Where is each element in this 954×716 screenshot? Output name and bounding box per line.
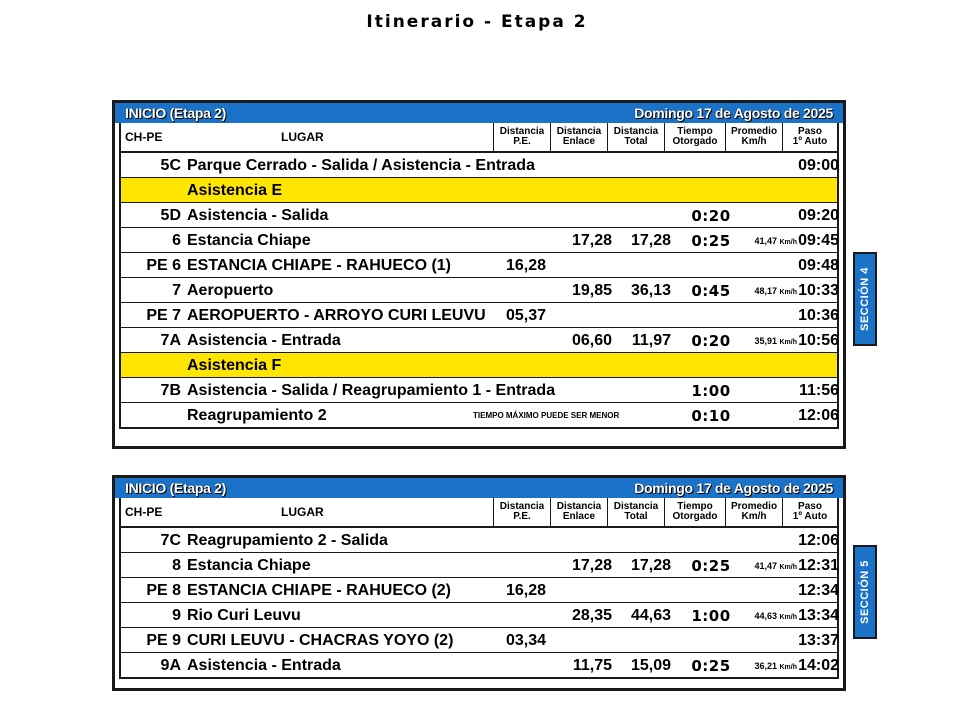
distance-total-cell: 15,09 xyxy=(630,657,671,674)
distance-link-cell xyxy=(566,528,612,552)
table-body xyxy=(119,123,839,429)
first-car-time-cell: 12:06 xyxy=(798,407,839,424)
time-allowed-cell: 1:00 xyxy=(691,607,731,625)
col-tiempo-otorgado: Tiempo Otorgado xyxy=(664,123,725,151)
distance-link-cell: 17,28 xyxy=(571,232,612,249)
table-row xyxy=(121,252,837,277)
average-speed-cell: 48,17 Km/h xyxy=(754,286,797,296)
time-allowed-cell: 0:25 xyxy=(691,557,731,575)
time-allowed-cell xyxy=(681,178,741,202)
first-car-time-cell: 10:33 xyxy=(798,282,839,299)
distance-pe-cell: 16,28 xyxy=(506,582,547,599)
section-4-tab: SECCIÓN 4 xyxy=(853,252,877,346)
table-row xyxy=(121,227,837,252)
distance-link-cell xyxy=(566,378,612,402)
time-allowed-cell xyxy=(681,153,741,177)
stage-date-label: Domingo 17 de Agosto de 2025 xyxy=(634,105,833,121)
time-allowed-cell xyxy=(681,578,741,602)
col-paso: Paso 1º Auto xyxy=(782,123,837,151)
distance-link-cell: 17,28 xyxy=(571,557,612,574)
first-car-time-cell: 12:31 xyxy=(798,557,839,574)
first-car-time-cell: 13:37 xyxy=(798,632,839,649)
first-car-time-cell: 12:34 xyxy=(798,582,839,599)
table-row xyxy=(121,327,837,352)
location-cell: Asistencia E xyxy=(187,182,283,199)
time-allowed-cell: 0:20 xyxy=(691,207,731,225)
average-speed-cell: 36,21 Km/h xyxy=(754,661,797,671)
col-paso: Paso 1º Auto xyxy=(782,498,837,526)
first-car-time-cell: 09:00 xyxy=(798,157,839,174)
column-header-row xyxy=(121,123,837,153)
time-allowed-cell: 0:20 xyxy=(691,332,731,350)
location-cell: ESTANCIA CHIAPE - RAHUECO (2) xyxy=(187,582,452,599)
time-allowed-cell: 0:25 xyxy=(691,657,731,675)
distance-total-cell xyxy=(621,528,671,552)
distance-link-cell xyxy=(566,178,612,202)
table-header-bar xyxy=(115,478,843,498)
control-point-cell xyxy=(125,403,181,427)
table-row xyxy=(121,377,837,402)
col-lugar: LUGAR xyxy=(281,505,324,519)
control-point-cell: 7A xyxy=(160,332,181,349)
col-chpe: CH-PE xyxy=(125,130,163,144)
distance-link-cell xyxy=(566,628,612,652)
distance-total-cell: 44,63 xyxy=(630,607,671,624)
distance-total-cell xyxy=(621,403,671,427)
location-cell: Reagrupamiento 2 xyxy=(187,407,327,424)
average-speed-cell: 35,91 Km/h xyxy=(754,336,797,346)
time-allowed-cell: 0:10 xyxy=(691,407,731,425)
control-point-cell xyxy=(125,178,181,202)
table-row xyxy=(121,528,837,552)
location-cell: Parque Cerrado - Salida / Asistencia - Entrada xyxy=(187,157,535,174)
distance-pe-cell xyxy=(506,228,556,252)
itinerary-table-section-5 xyxy=(112,475,846,691)
col-distancia-pe: Distancia P.E. xyxy=(493,123,550,151)
col-distancia-enlace: Distancia Enlace xyxy=(550,123,607,151)
col-lugar: LUGAR xyxy=(281,130,324,144)
table-row xyxy=(121,652,837,677)
col-distancia-pe: Distancia P.E. xyxy=(493,498,550,526)
col-chpe: CH-PE xyxy=(125,505,163,519)
table-row xyxy=(121,153,837,177)
table-row xyxy=(121,302,837,327)
average-speed-cell: 41,47 Km/h xyxy=(754,236,797,246)
max-time-note: TIEMPO MÁXIMO PUEDE SER MENOR xyxy=(473,411,620,420)
first-car-time-cell: 14:02 xyxy=(798,657,839,674)
distance-pe-cell xyxy=(506,553,556,577)
distance-pe-cell xyxy=(506,378,556,402)
distance-link-cell xyxy=(566,303,612,327)
first-car-time-cell: 09:20 xyxy=(798,207,839,224)
distance-link-cell xyxy=(566,578,612,602)
col-distancia-enlace: Distancia Enlace xyxy=(550,498,607,526)
table-row xyxy=(121,602,837,627)
distance-total-cell: 36,13 xyxy=(630,282,671,299)
control-point-cell: PE 8 xyxy=(146,582,181,599)
distance-link-cell: 28,35 xyxy=(571,607,612,624)
distance-total-cell xyxy=(621,203,671,227)
location-cell: Asistencia - Salida / Reagrupamiento 1 - Entrada xyxy=(187,382,556,399)
distance-total-cell xyxy=(621,178,671,202)
time-allowed-cell xyxy=(681,628,741,652)
distance-pe-cell xyxy=(506,178,556,202)
location-cell: CURI LEUVU - CHACRAS YOYO (2) xyxy=(187,632,454,649)
control-point-cell: 7 xyxy=(172,282,181,299)
time-allowed-cell xyxy=(681,303,741,327)
distance-pe-cell xyxy=(506,653,556,677)
time-allowed-cell: 1:00 xyxy=(691,382,731,400)
first-car-time-cell: 10:56 xyxy=(798,332,839,349)
control-point-cell: PE 6 xyxy=(146,257,181,274)
time-allowed-cell: 0:45 xyxy=(691,282,731,300)
control-point-cell: 8 xyxy=(172,557,181,574)
control-point-cell: 7B xyxy=(160,382,181,399)
location-cell: Asistencia - Entrada xyxy=(187,657,341,674)
distance-pe-cell: 16,28 xyxy=(506,257,547,274)
distance-link-cell: 06,60 xyxy=(571,332,612,349)
service-park-row xyxy=(121,352,837,377)
control-point-cell: 5D xyxy=(160,207,181,224)
location-cell: Rio Curi Leuvu xyxy=(187,607,301,624)
distance-pe-cell: 05,37 xyxy=(506,307,547,324)
stage-start-label: INICIO (Etapa 2) xyxy=(125,480,226,496)
table-rows xyxy=(121,528,837,677)
distance-total-cell xyxy=(621,578,671,602)
stage-start-label: INICIO (Etapa 2) xyxy=(125,105,226,121)
col-distancia-total: Distancia Total xyxy=(607,498,664,526)
distance-pe-cell xyxy=(506,353,556,377)
control-point-cell: 5C xyxy=(160,157,181,174)
distance-total-cell: 17,28 xyxy=(630,557,671,574)
distance-link-cell xyxy=(566,353,612,377)
distance-pe-cell xyxy=(506,153,556,177)
table-row xyxy=(121,202,837,227)
location-cell: Asistencia F xyxy=(187,357,282,374)
control-point-cell: 9A xyxy=(160,657,181,674)
col-promedio: Promedio Km/h xyxy=(725,498,782,526)
distance-total-cell xyxy=(621,153,671,177)
time-allowed-cell xyxy=(681,353,741,377)
distance-link-cell xyxy=(566,153,612,177)
stage-date-label: Domingo 17 de Agosto de 2025 xyxy=(634,480,833,496)
col-tiempo-otorgado: Tiempo Otorgado xyxy=(664,498,725,526)
first-car-time-cell xyxy=(793,178,839,202)
first-car-time-cell: 09:48 xyxy=(798,257,839,274)
location-cell: Estancia Chiape xyxy=(187,557,311,574)
distance-pe-cell: 03,34 xyxy=(506,632,547,649)
distance-total-cell xyxy=(621,353,671,377)
col-promedio: Promedio Km/h xyxy=(725,123,782,151)
first-car-time-cell: 10:36 xyxy=(798,307,839,324)
average-speed-cell: 44,63 Km/h xyxy=(754,611,797,621)
control-point-cell: 6 xyxy=(172,232,181,249)
distance-total-cell xyxy=(621,253,671,277)
table-header-bar xyxy=(115,103,843,123)
control-point-cell: 7C xyxy=(160,532,181,549)
location-cell: Estancia Chiape xyxy=(187,232,311,249)
distance-total-cell xyxy=(621,303,671,327)
first-car-time-cell: 11:56 xyxy=(798,382,839,399)
first-car-time-cell: 13:34 xyxy=(798,607,839,624)
table-row xyxy=(121,402,837,427)
col-distancia-total: Distancia Total xyxy=(607,123,664,151)
first-car-time-cell xyxy=(793,353,839,377)
first-car-time-cell: 12:06 xyxy=(798,532,839,549)
distance-link-cell: 19,85 xyxy=(571,282,612,299)
control-point-cell: PE 9 xyxy=(146,632,181,649)
distance-pe-cell xyxy=(506,528,556,552)
column-header-row xyxy=(121,498,837,528)
table-row xyxy=(121,552,837,577)
distance-pe-cell xyxy=(506,603,556,627)
control-point-cell: PE 7 xyxy=(146,307,181,324)
time-allowed-cell: 0:25 xyxy=(691,232,731,250)
time-allowed-cell xyxy=(681,528,741,552)
table-row xyxy=(121,627,837,652)
first-car-time-cell: 09:45 xyxy=(798,232,839,249)
distance-total-cell xyxy=(621,628,671,652)
location-cell: ESTANCIA CHIAPE - RAHUECO (1) xyxy=(187,257,452,274)
location-cell: Aeropuerto xyxy=(187,282,274,299)
itinerary-table-section-4 xyxy=(112,100,846,449)
control-point-cell: 9 xyxy=(172,607,181,624)
distance-link-cell xyxy=(566,253,612,277)
average-speed-cell: 41,47 Km/h xyxy=(754,561,797,571)
distance-link-cell xyxy=(566,203,612,227)
distance-total-cell: 11,97 xyxy=(631,332,671,349)
distance-pe-cell xyxy=(506,278,556,302)
distance-total-cell xyxy=(621,378,671,402)
location-cell: Asistencia - Salida xyxy=(187,207,329,224)
table-rows xyxy=(121,153,837,427)
table-row xyxy=(121,577,837,602)
location-cell: Asistencia - Entrada xyxy=(187,332,341,349)
distance-pe-cell xyxy=(506,328,556,352)
control-point-cell xyxy=(125,353,181,377)
distance-total-cell: 17,28 xyxy=(630,232,671,249)
page-title: Itinerario - Etapa 2 xyxy=(366,12,588,32)
distance-pe-cell xyxy=(506,203,556,227)
location-cell: AEROPUERTO - ARROYO CURI LEUVU xyxy=(187,307,486,324)
section-5-tab: SECCIÓN 5 xyxy=(853,545,877,639)
table-row xyxy=(121,277,837,302)
distance-link-cell: 11,75 xyxy=(572,657,612,674)
location-cell: Reagrupamiento 2 - Salida xyxy=(187,532,388,549)
table-body xyxy=(119,498,839,679)
service-park-row xyxy=(121,177,837,202)
time-allowed-cell xyxy=(681,253,741,277)
